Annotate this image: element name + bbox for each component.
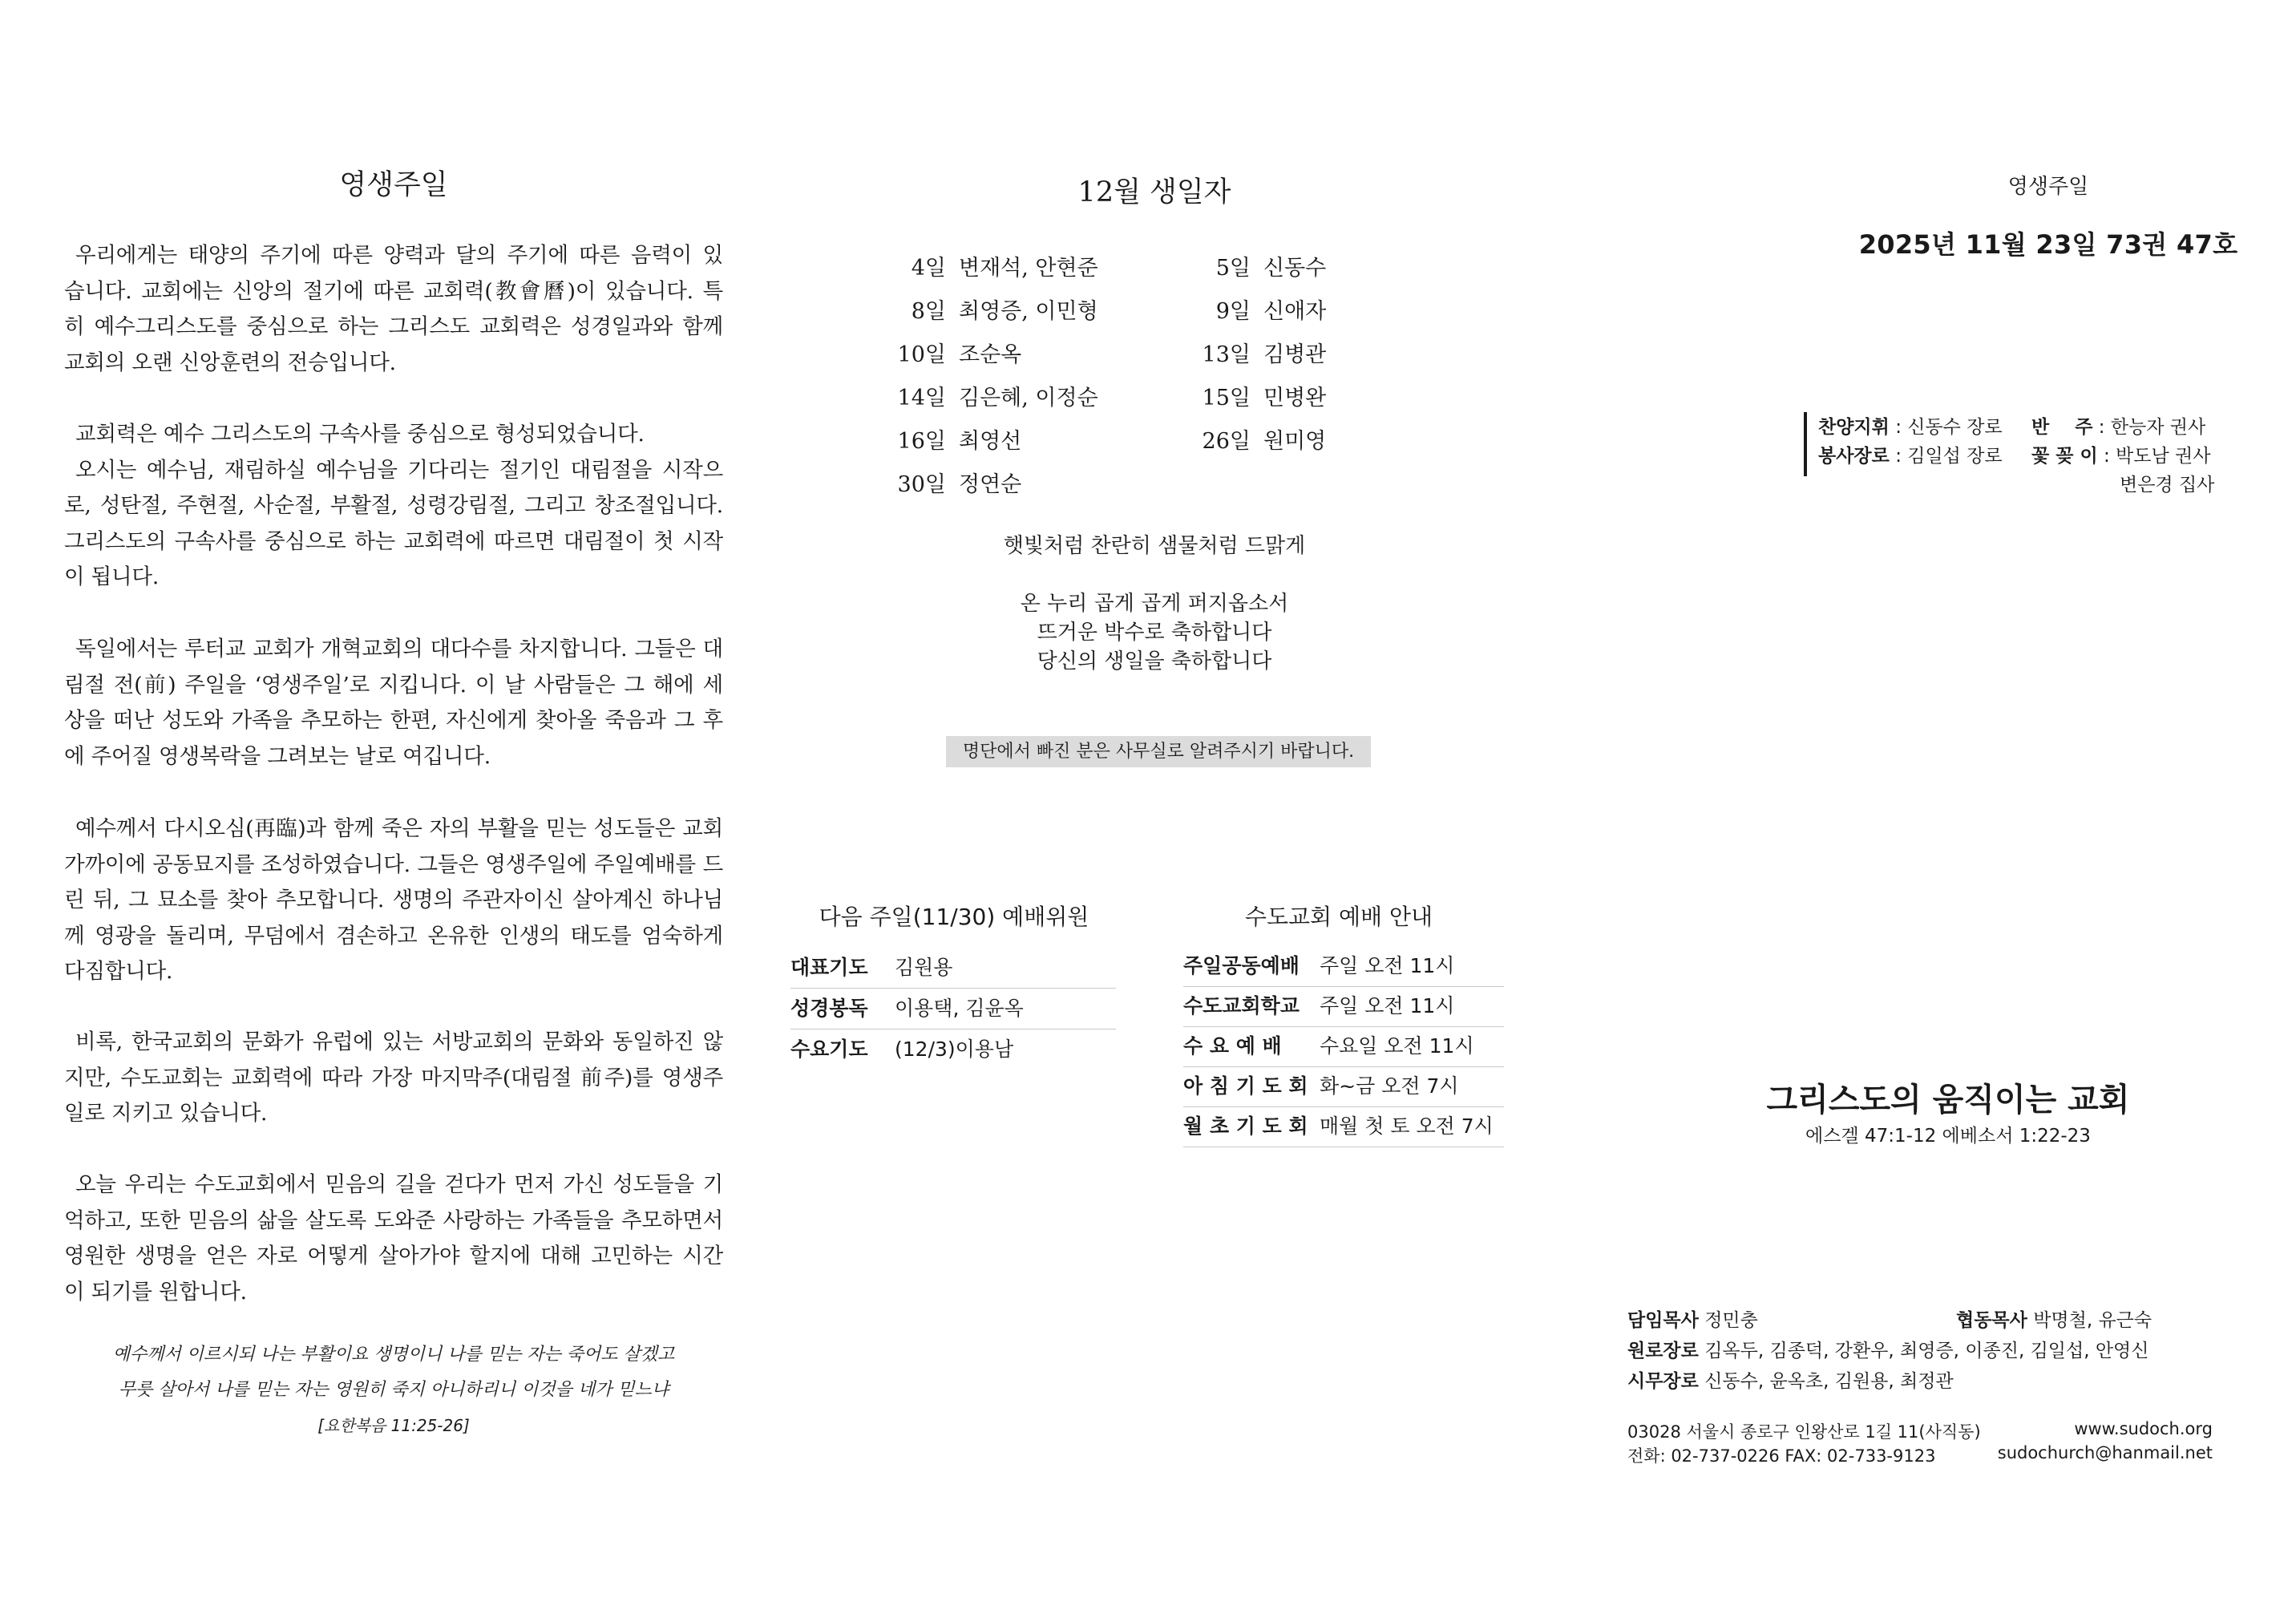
next-week-row <box>790 1029 1116 1070</box>
worship-info-row <box>1183 986 1504 1027</box>
elders: 시무장로 신동수, 윤옥초, 김원용, 최정관 <box>1627 1371 1954 1392</box>
church-motto: 그리스도의 움직이는 교회 <box>1766 1082 2130 1118</box>
quote-line: 예수께서 이르시되 나는 부활이요 생명이니 나를 믿는 자는 죽어도 살겠고 <box>112 1345 675 1365</box>
worship-info-value: 매월 첫 토 오전 7시 <box>1320 1114 1494 1138</box>
birthday-names: 변재석, 안현준 <box>959 256 1098 281</box>
paragraph-line: 영원한 생명을 얻은 자로 어떻게 살아가야 할지에 대해 고민하는 시간 <box>64 1244 723 1269</box>
paragraph-line: 오시는 예수님, 재림하실 예수님을 기다리는 절기인 대림절을 시작으 <box>75 457 723 483</box>
elder-emeritus: 원로장로 김옥두, 김종덕, 강환우, 최영증, 이종진, 김일섭, 안영신 <box>1627 1341 2149 1361</box>
paragraph-line: 비록, 한국교회의 문화가 유럽에 있는 서방교회의 문화와 동일하진 않 <box>75 1029 723 1054</box>
birthday-title: 12월 생일자 <box>1077 176 1231 208</box>
church-address: 03028 서울시 종로구 인왕산로 1길 11(사직동) <box>1627 1422 1981 1442</box>
paragraph-line: 예수께서 다시오심(再臨)과 함께 죽은 자의 부활을 믿는 성도들은 교회 <box>75 816 723 841</box>
birthday-day: 9일 <box>1215 299 1251 324</box>
paragraph-line: 일로 지키고 있습니다. <box>64 1101 268 1127</box>
birthday-day: 14일 <box>897 386 946 411</box>
poem-line: 뜨거운 박수로 축하합니다 <box>1037 621 1272 645</box>
paragraph-6 <box>64 1167 723 1310</box>
birthday-day: 16일 <box>897 429 946 454</box>
paragraph-line: 에 주어질 영생복락을 그려보는 날로 여깁니다. <box>64 743 491 769</box>
poem-line: 온 누리 곱게 곱게 퍼지옵소서 <box>1020 592 1289 616</box>
birthday-names: 김은혜, 이정순 <box>959 386 1098 411</box>
next-week-value: (12/3)이용남 <box>895 1038 1014 1061</box>
paragraph-line: 께 영광을 돌리며, 무덤에서 겸손하고 온유한 인생의 태도를 엄숙하게 <box>64 923 723 949</box>
worship-info-label: 월 초 기 도 회 <box>1183 1114 1308 1138</box>
next-week-row <box>790 948 1116 989</box>
paragraph-line: 우리에게는 태양의 주기에 따른 양력과 달의 주기에 따른 음력이 있 <box>75 243 723 268</box>
paragraph-line: 습니다. 교회에는 신앙의 절기에 따른 교회력(教會曆)이 있습니다. 특 <box>64 278 723 304</box>
paragraph-3 <box>64 632 723 775</box>
next-week-title: 다음 주일(11/30) 예배위원 <box>819 904 1089 930</box>
staff-entry: 찬양지휘 : 신동수 장로 <box>1818 417 2003 438</box>
staff-entry: 봉사장로 : 김일섭 장로 <box>1818 446 2003 467</box>
next-week-label: 수요기도 <box>790 1038 868 1061</box>
birthday-names: 김병관 <box>1263 342 1327 367</box>
birthday-names: 신동수 <box>1263 256 1327 281</box>
birthday-names: 민병완 <box>1263 386 1327 411</box>
worship-info-label: 수 요 예 배 <box>1183 1034 1282 1058</box>
paragraph-line: 억하고, 또한 믿음의 삶을 살도록 도와준 사랑하는 가족들을 추모하면서 <box>64 1207 723 1233</box>
birthday-names: 조순옥 <box>959 342 1022 367</box>
paragraph-2 <box>64 417 723 596</box>
cover-date-line: 2025년 11월 23일 73권 47호 <box>1858 229 2238 260</box>
birthday-names: 정연순 <box>959 472 1022 497</box>
worship-info-value: 화~금 오전 7시 <box>1320 1074 1459 1098</box>
worship-info-label: 주일공동예배 <box>1183 954 1300 977</box>
paragraph-4 <box>64 811 723 990</box>
staff-entry: 변은경 집사 <box>2120 475 2215 495</box>
worship-info-value: 주일 오전 11시 <box>1320 994 1455 1017</box>
worship-info-label: 아 침 기 도 회 <box>1183 1074 1308 1098</box>
worship-info-row <box>1183 1106 1504 1147</box>
worship-info-value: 수요일 오전 11시 <box>1320 1034 1474 1058</box>
birthday-names: 최영증, 이민형 <box>959 299 1098 324</box>
next-week-value: 이용택, 김윤옥 <box>895 997 1024 1020</box>
worship-info-value: 주일 오전 11시 <box>1320 954 1455 977</box>
birthday-day: 30일 <box>897 472 946 497</box>
staff-entry: 반 주 : 한능자 권사 <box>2031 417 2206 438</box>
paragraph-line: 지만, 수도교회는 교회력에 따라 가장 마지막주(대림절 前주)를 영생주 <box>64 1065 723 1090</box>
birthday-day: 5일 <box>1215 256 1251 281</box>
paragraph-line: 오늘 우리는 수도교회에서 믿음의 길을 걷다가 먼저 가신 성도들을 기 <box>75 1172 723 1197</box>
paragraph-line: 교회력은 예수 그리스도의 구속사를 중심으로 형성되었습니다. <box>75 422 645 447</box>
paragraph-line: 상을 떠난 성도와 가족을 추모하는 한편, 자신에게 찾아올 죽음과 그 후 <box>64 708 723 734</box>
birthday-poem <box>914 532 1395 676</box>
paragraph-line: 가까이에 공동묘지를 조성하였습니다. 그들은 영생주일에 주일예배를 드 <box>64 851 723 877</box>
poem-line: 햇빛처럼 찬란히 샘물처럼 드맑게 <box>1003 534 1306 558</box>
cover-sunday-name: 영생주일 <box>2007 175 2089 199</box>
church-website[interactable]: www.sudoch.org <box>2074 1419 2213 1438</box>
paragraph-line: 히 예수그리스도를 중심으로 하는 그리스도 교회력은 성경일과와 함께 <box>64 314 723 340</box>
paragraph-line: 독일에서는 루터교 교회가 개혁교회의 대다수를 차지합니다. 그들은 대 <box>75 637 723 661</box>
birthday-day: 10일 <box>897 342 946 367</box>
worship-info-row <box>1183 946 1504 987</box>
paragraph-line: 교회의 오랜 신앙훈련의 전승입니다. <box>64 350 396 375</box>
senior-pastor: 담임목사 정민충 <box>1627 1310 1758 1331</box>
quote-reference: [요한복음 11:25-26] <box>317 1416 470 1435</box>
birthday-notice: 명단에서 빠진 분은 사무실로 알려주시기 바랍니다. <box>946 736 1371 767</box>
paragraph-1 <box>64 238 723 381</box>
associate-pastor: 협동목사 박명철, 유근숙 <box>1956 1310 2152 1331</box>
paragraph-line: 그리스도의 구속사를 중심으로 하는 교회력에 따르면 대림절이 첫 시작 <box>64 528 723 554</box>
next-week-row <box>790 989 1116 1029</box>
next-week-value: 김원용 <box>895 956 953 979</box>
paragraph-line: 린 뒤, 그 묘소를 찾아 추모합니다. 생명의 주관자이신 살아계신 하나님 <box>64 888 723 913</box>
poem-line: 당신의 생일을 축하합니다 <box>1037 649 1272 673</box>
paragraph-line: 로, 성탄절, 주현절, 사순절, 부활절, 성령강림절, 그리고 창조절입니다. <box>64 493 723 519</box>
birthday-day: 8일 <box>911 299 946 324</box>
birthday-day: 26일 <box>1202 429 1251 454</box>
birthday-day: 4일 <box>911 256 946 281</box>
worship-info-title: 수도교회 예배 안내 <box>1244 904 1433 930</box>
page-title: 영생주일 <box>339 169 448 201</box>
scripture-quote <box>64 1337 723 1443</box>
paragraph-line: 림절 전(前) 주일을 ‘영생주일’로 지킵니다. 이 날 사람들은 그 해에 세 <box>64 672 723 698</box>
staff-entry: 꽃 꽂 이 : 박도남 권사 <box>2031 446 2211 467</box>
staff-box <box>1804 412 2240 495</box>
paragraph-line: 이 됩니다. <box>64 564 160 590</box>
quote-line: 무릇 살아서 나를 믿는 자는 영원히 죽지 아니하리니 이것을 네가 믿느냐 <box>118 1380 669 1400</box>
worship-info-row <box>1183 1026 1504 1067</box>
church-verse: 에스겔 47:1-12 에베소서 1:22-23 <box>1805 1126 2091 1147</box>
paragraph-line: 다짐합니다. <box>64 959 173 985</box>
birthday-day: 13일 <box>1202 342 1251 367</box>
birthday-names: 신애자 <box>1263 299 1327 324</box>
birthday-day: 15일 <box>1202 386 1251 411</box>
paragraph-5 <box>64 1025 723 1132</box>
worship-info-label: 수도교회학교 <box>1183 994 1300 1017</box>
worship-info-row <box>1183 1066 1504 1107</box>
paragraph-line: 이 되기를 원합니다. <box>64 1279 247 1304</box>
church-email[interactable]: sudochurch@hanmail.net <box>1997 1443 2213 1462</box>
birthday-names: 원미영 <box>1263 429 1327 454</box>
birthday-names: 최영선 <box>959 429 1022 454</box>
next-week-label: 대표기도 <box>790 956 868 979</box>
church-phone: 전화: 02-737-0226 FAX: 02-733-9123 <box>1627 1446 1936 1466</box>
next-week-label: 성경봉독 <box>790 997 868 1020</box>
